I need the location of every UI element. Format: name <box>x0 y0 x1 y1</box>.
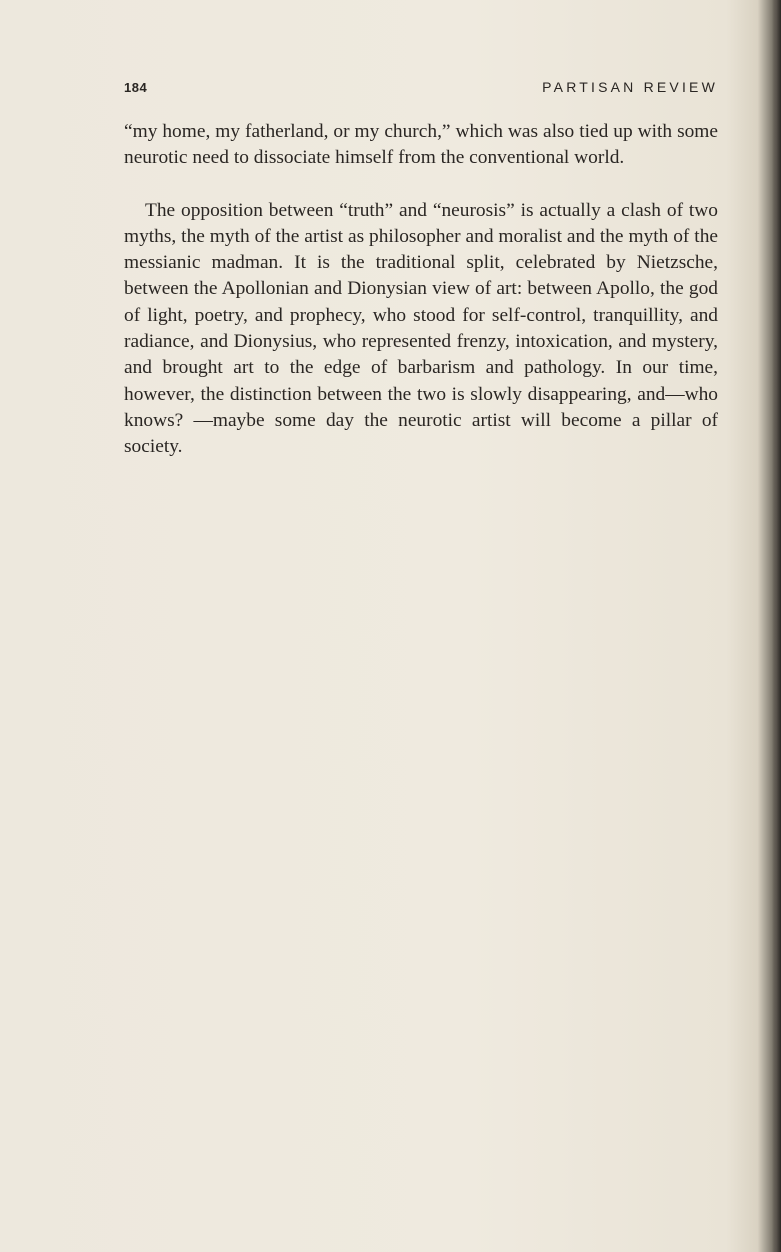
page-edge-shadow <box>772 0 781 1252</box>
running-head <box>124 76 718 100</box>
page-number: 184 <box>124 80 148 95</box>
paragraph-truth-neurosis: The opposition between “truth” and “neurosis” is actually a clash of two myths, the myth of the artist as philosopher and moralist and the myth of the messianic madman. It is the traditional split, celebrated by Nietzsche, between the Apollonian and Dionysian view of art: between Apollo, the god of light, poetry, and prophecy, who stood for self-control, tranquillity, and radiance, and Dionysius, who represented frenzy, intoxication, and mystery, and brought art to the edge of barbarism and pathology. In our time, however, the distinction between the two is slowly disappearing, and—who knows? —maybe some day the neurotic artist will become a pillar of society. <box>124 199 718 458</box>
paragraph-continuation: “my home, my fatherland, or my church,” which was also tied up with some neurotic need to dissociate himself from the conventional world. <box>124 121 718 169</box>
body-text <box>124 119 718 461</box>
journal-title: PARTISAN REVIEW <box>542 79 718 95</box>
